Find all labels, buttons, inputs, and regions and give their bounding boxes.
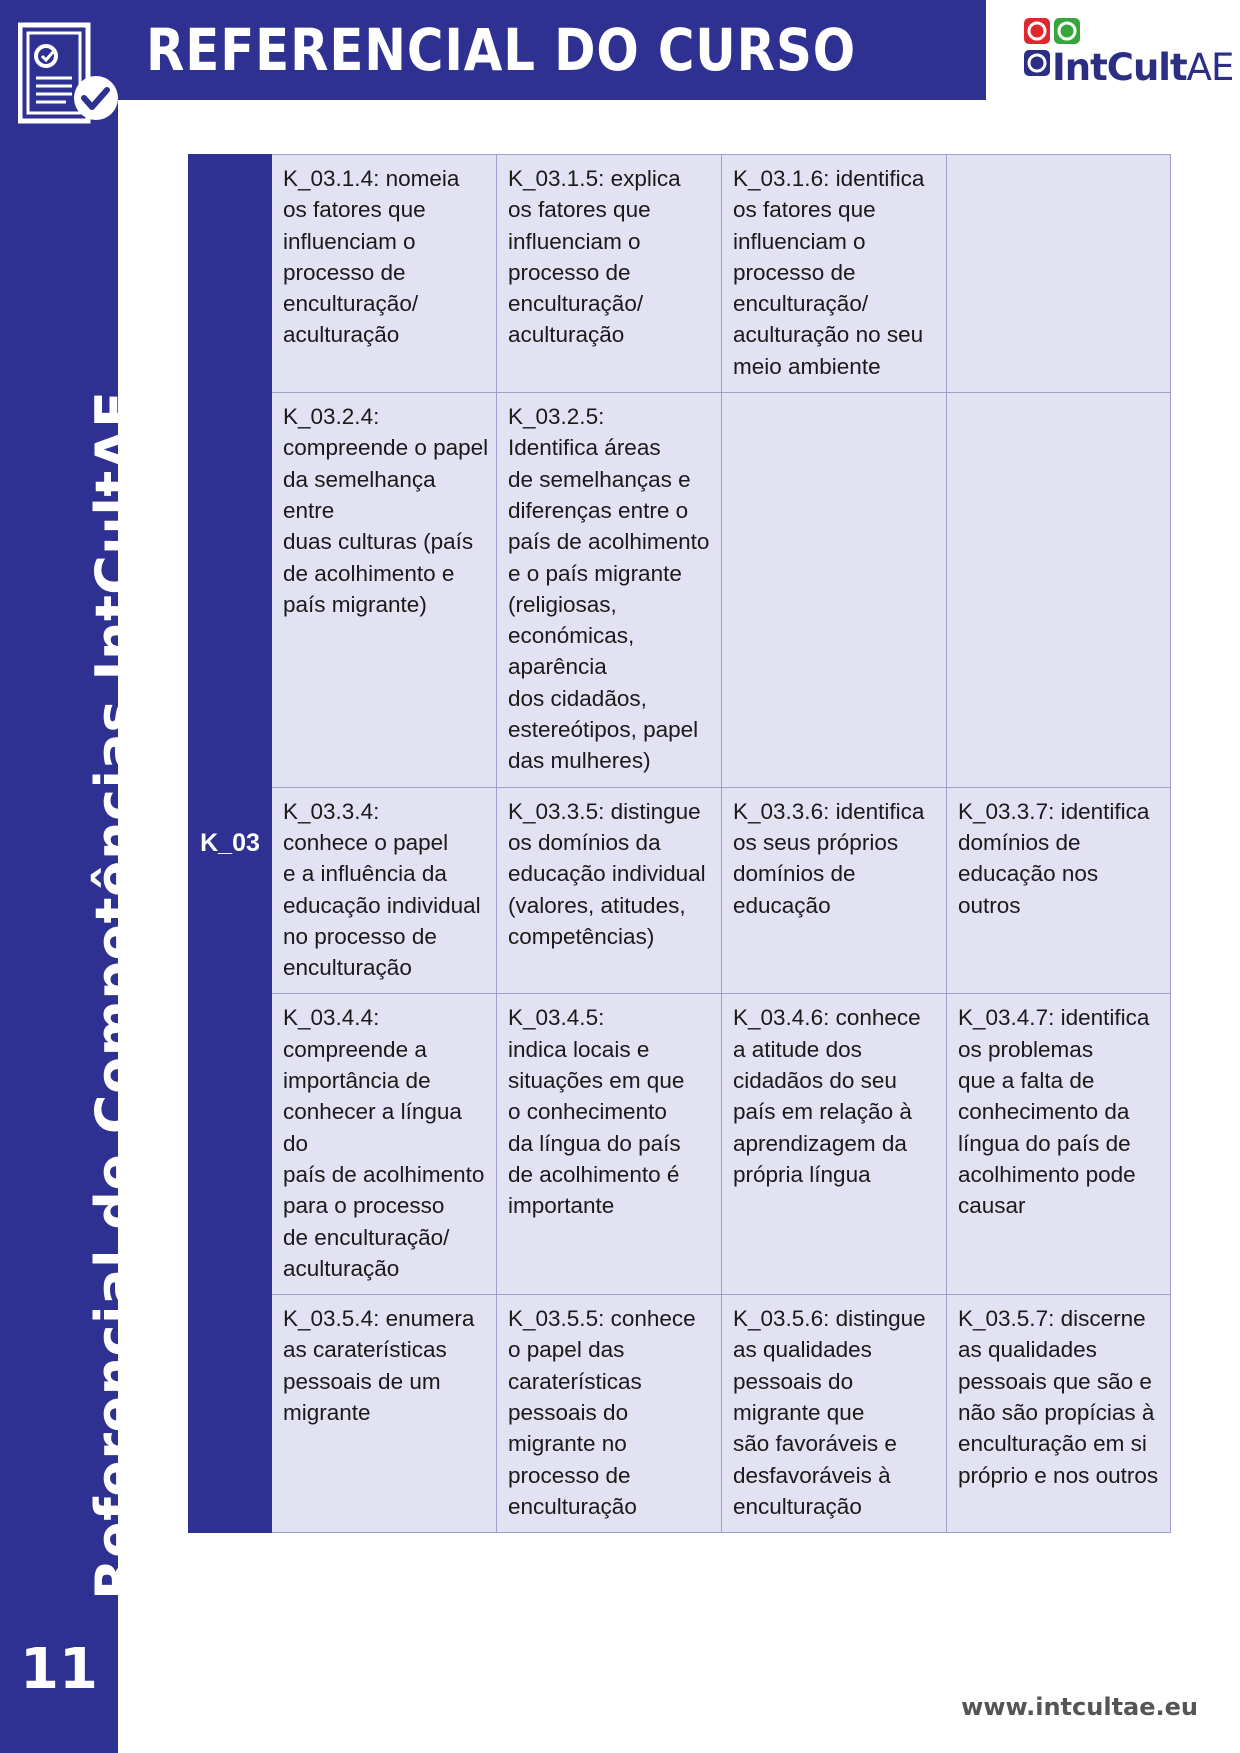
logo-text-light: AE — [1186, 46, 1234, 89]
page-number: 11 — [20, 1637, 98, 1702]
competency-code-cell: K_03 — [189, 155, 272, 1533]
website-url: www.intcultae.eu — [961, 1693, 1198, 1721]
table-cell: K_03.5.4: enumera as caraterísticas pessoais de um migrante — [272, 1295, 497, 1533]
table-cell: K_03.4.4: compreende a importância de conhecer a língua do país de acolhimento para o processo de enculturação/ aculturação — [272, 994, 497, 1295]
table-cell: K_03.1.4: nomeia os fatores que influenciam o processo de enculturação/ aculturação — [272, 155, 497, 393]
table-cell: K_03.4.6: conhece a atitude dos cidadãos do seu país em relação à aprendizagem da própria língua — [722, 994, 947, 1295]
document-check-icon — [18, 22, 122, 130]
table-cell: K_03.3.7: identifica domínios de educação nos outros — [947, 787, 1171, 994]
logo-text-bold: IntCult — [1052, 46, 1187, 89]
competency-table — [188, 154, 1171, 1533]
table-cell: K_03.4.7: identifica os problemas que a falta de conhecimento da língua do país de acolhimento pode causar — [947, 994, 1171, 1295]
table-row — [189, 155, 1171, 393]
table-cell: K_03.4.5: indica locais e situações em que o conhecimento da língua do país de acolhimento é importante — [497, 994, 722, 1295]
table-row — [189, 1295, 1171, 1533]
table-row — [189, 393, 1171, 788]
table-cell: K_03.5.6: distingue as qualidades pessoais do migrante que são favoráveis e desfavoráveis à enculturação — [722, 1295, 947, 1533]
table-cell: K_03.5.7: discerne as qualidades pessoais que são e não são propícias à enculturação em si próprio e nos outros — [947, 1295, 1171, 1533]
table-cell — [947, 393, 1171, 788]
table-row — [189, 787, 1171, 994]
table-cell — [947, 155, 1171, 393]
table-cell: K_03.2.4: compreende o papel da semelhança entre duas culturas (país de acolhimento e país migrante) — [272, 393, 497, 788]
sidebar-vertical-title: Referencial de Competências IntCultAE — [84, 390, 147, 1600]
table-cell: K_03.5.5: conhece o papel das caraterísticas pessoais do migrante no processo de enculturação — [497, 1295, 722, 1533]
logo-text — [1052, 48, 1233, 88]
table-row — [189, 994, 1171, 1295]
page-title: REFERENCIAL DO CURSO — [146, 16, 856, 84]
table-cell: K_03.1.6: identifica os fatores que influenciam o processo de enculturação/ aculturação no seu meio ambiente — [722, 155, 947, 393]
table-cell: K_03.3.4: conhece o papel e a influência da educação individual no processo de enculturação — [272, 787, 497, 994]
table-cell: K_03.3.6: identifica os seus próprios domínios de educação — [722, 787, 947, 994]
table-cell: K_03.1.5: explica os fatores que influenciam o processo de enculturação/ aculturação — [497, 155, 722, 393]
table-cell — [722, 393, 947, 788]
table-cell: K_03.3.5: distingue os domínios da educação individual (valores, atitudes, competências) — [497, 787, 722, 994]
table-cell: K_03.2.5: Identifica áreas de semelhanças e diferenças entre o país de acolhimento e o país migrante (religiosas, económicas, aparência dos cidadãos, estereótipos, papel das mulheres) — [497, 393, 722, 788]
